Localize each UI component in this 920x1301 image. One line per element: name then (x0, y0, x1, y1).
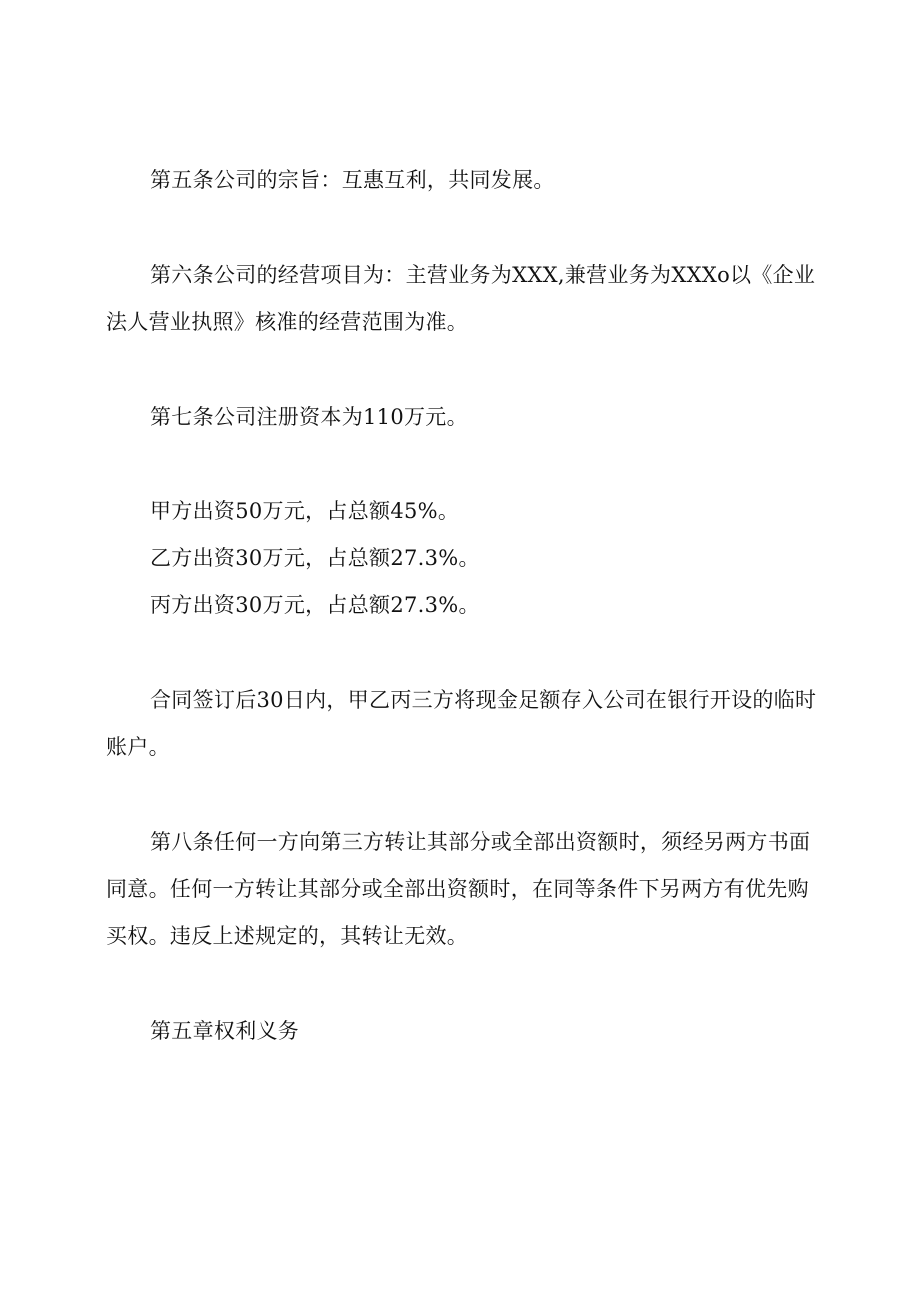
article-8-transfer-clause: 第八条任何一方向第三方转让其部分或全部出资额时，须经另两方书面同意。任何一方转让其部分或全部出资额时，在同等条件下另两方有优先购买权。违反上述规定的，其转让无效。 (106, 830, 811, 948)
chapter-5-heading: 第五章权利义务 (150, 1019, 300, 1043)
article-6-business-scope: 第六条公司的经营项目为：主营业务为XXX,兼营业务为XXXo以《企业法人营业执照》核准的经营范围为准。 (106, 263, 816, 334)
party-a-contribution: 甲方出资50万元，占总额45%。 (150, 499, 460, 523)
capital-deposit-clause: 合同签订后30日内，甲乙丙三方将现金足额存入公司在银行开设的临时账户。 (106, 688, 817, 759)
article-7-registered-capital: 第七条公司注册资本为110万元。 (150, 405, 468, 429)
party-b-contribution: 乙方出资30万元，占总额27.3%。 (150, 546, 480, 570)
party-c-contribution: 丙方出资30万元，占总额27.3%。 (150, 593, 480, 617)
article-5-purpose: 第五条公司的宗旨：互惠互利，共同发展。 (150, 168, 555, 192)
